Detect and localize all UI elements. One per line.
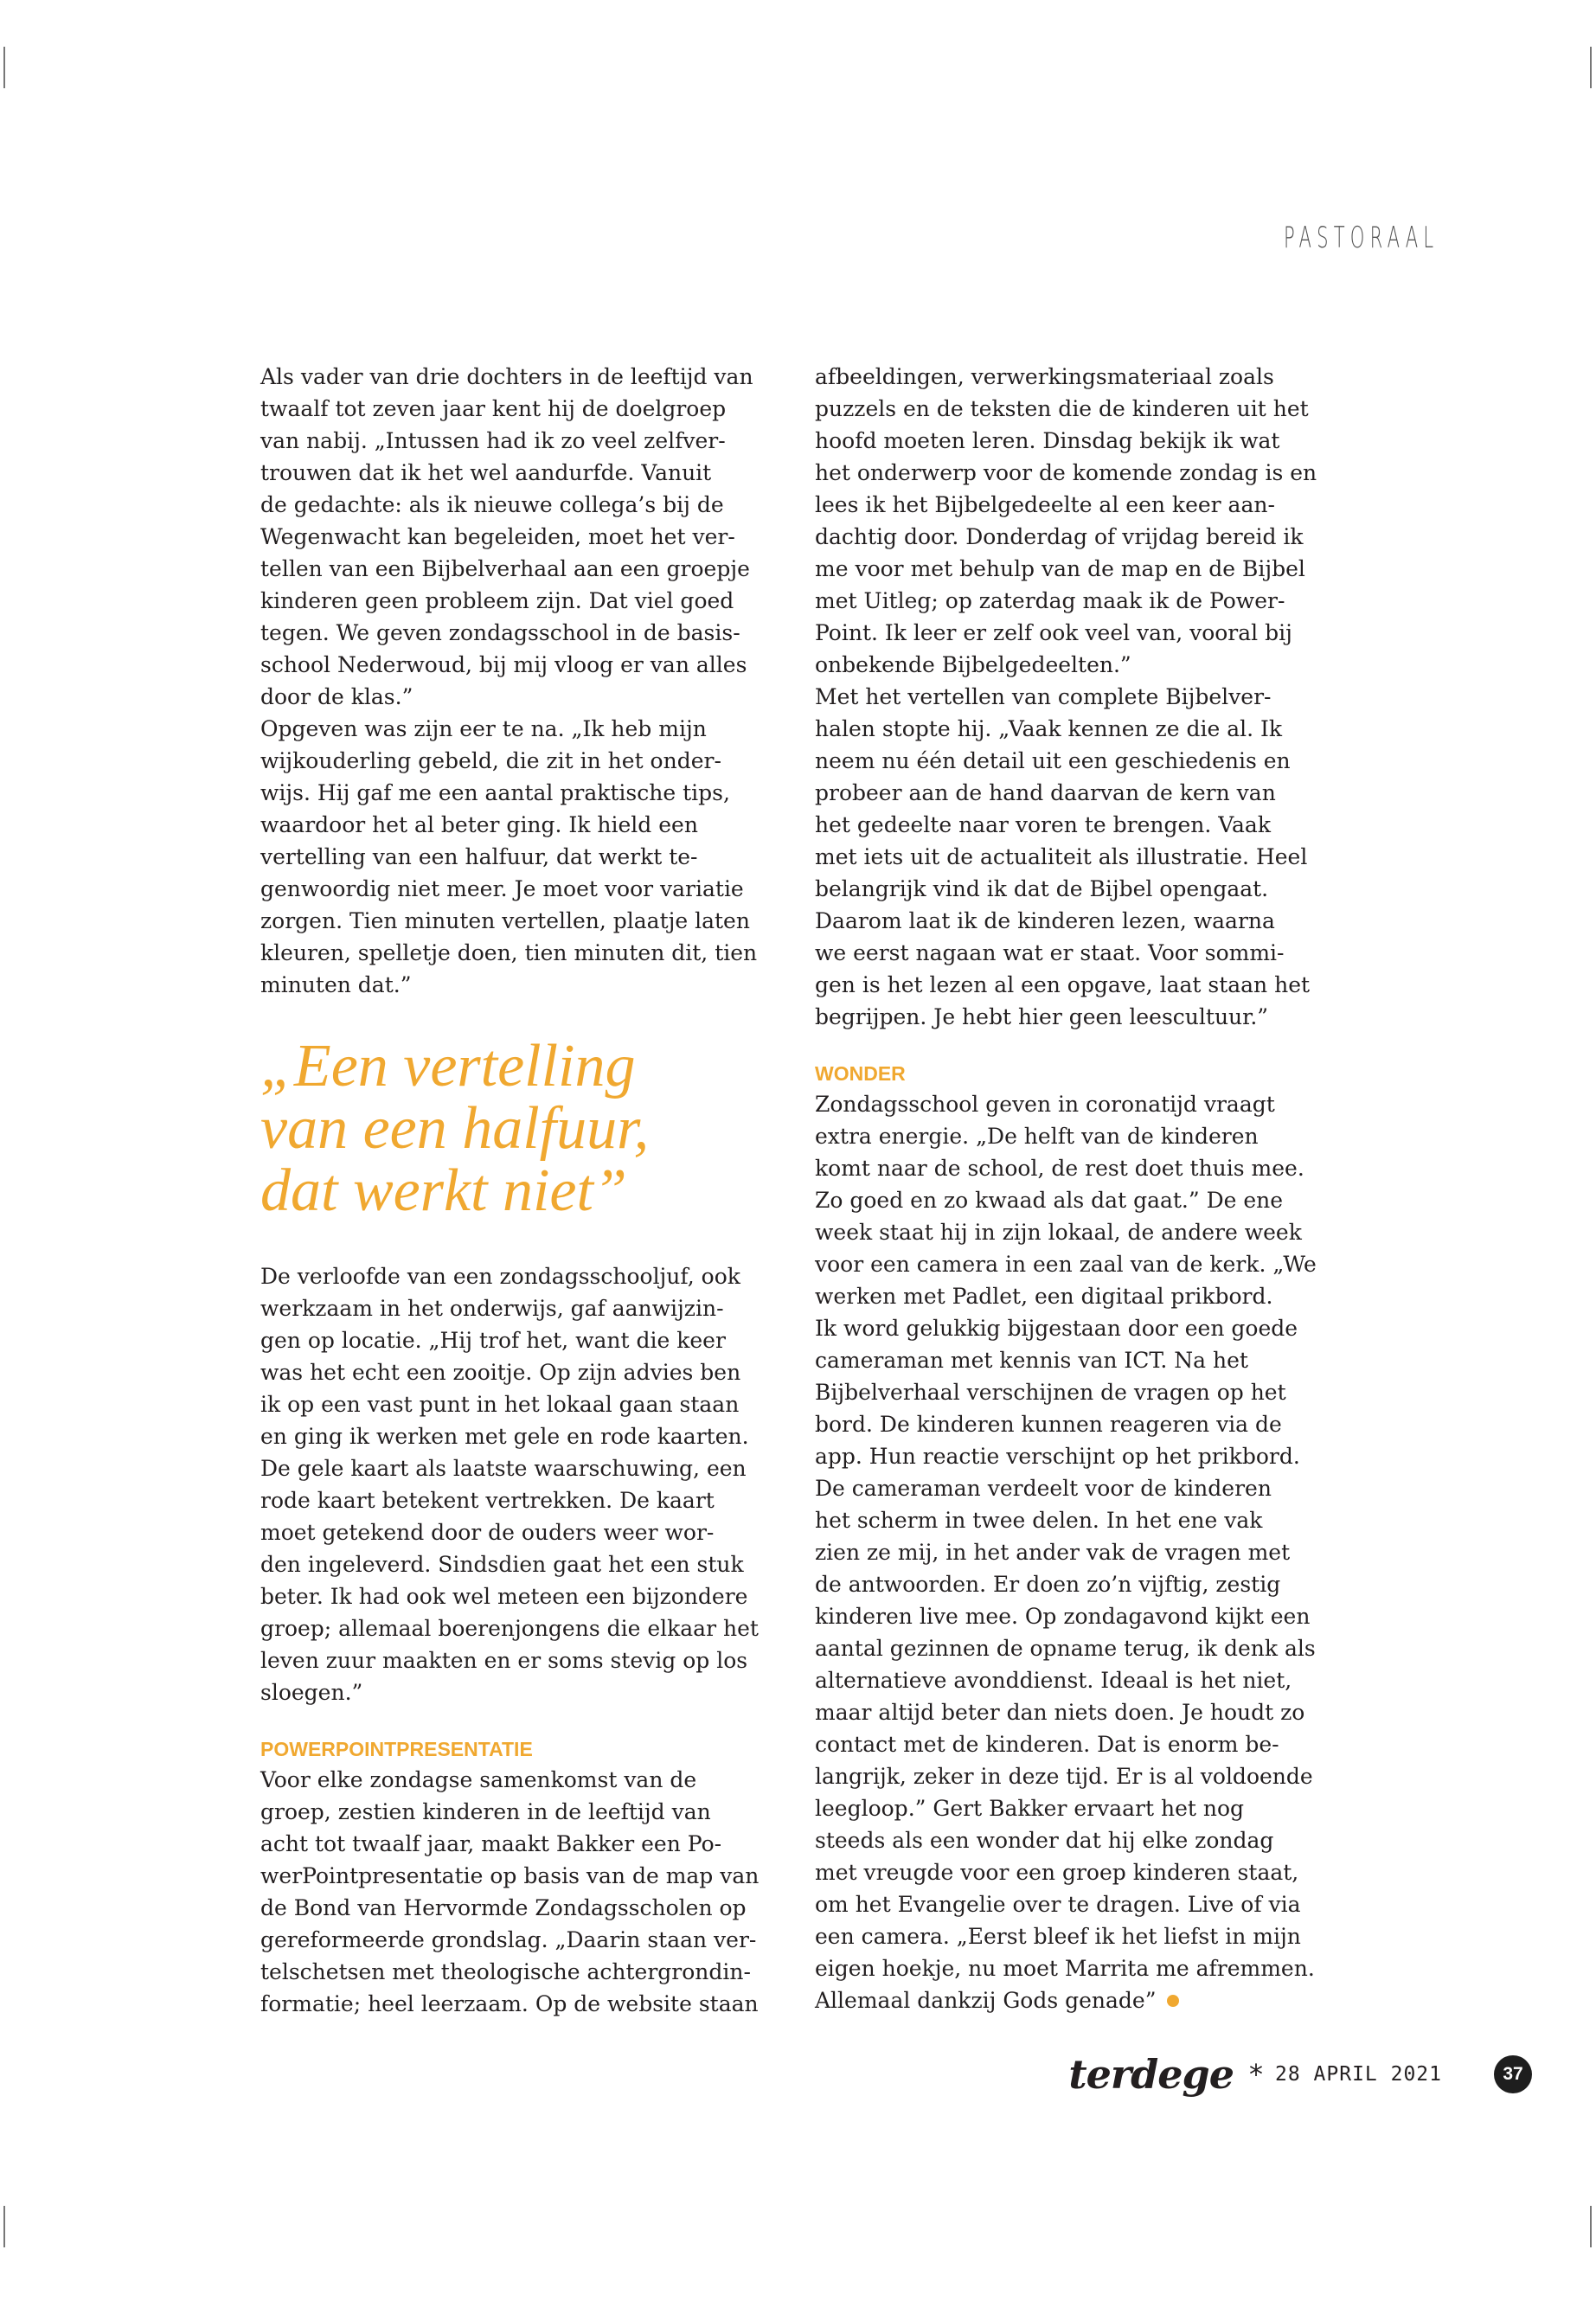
final-paragraph-text: Zondagsschool geven in coronatijd vraagt extra energie. „De helft van de kinderen komt naar de school, de rest doet thuis mee. Zo goed en zo kwaad als dat gaat.” De ene week staat hij in zijn lokaal, de andere week voor een camera in een zaal van de kerk. „We werken met Padlet, een digitaal prikbord. Ik word gelukkig bijgestaan door een goede cameraman met kennis van ICT. Na het Bijbelverhaal verschijnen de vragen op het bord. De kinderen kunnen reageren via de app. Hun reactie verschijnt op het prikbord. De cameraman verdeelt voor de kinderen het scherm in twee delen. In het ene vak zien ze mij, in het ander vak de vragen met de antwoorden. Er doen zo’n vijftig, zestig kinderen live mee. Op zondagavond kijkt een aantal gezinnen de opname terug, ik denk als alternatieve avonddienst. Ideaal is het niet, maar altijd beter dan niets doen. Je houdt zo contact met de kinderen. Dat is enorm be- langrijk, zeker in deze tijd. Er is al voldoende leegloop.” Gert Bakker ervaart het nog steeds als een wonder dat hij elke zondag met vreugde voor een groep kinderen staat, om het Evangelie over te dragen. Live of via een camera. „Eerst bleef ik het liefst in mijn eigen hoekje, nu moet Marrita me afremmen. Allemaal dankzij Gods genade”	[815, 1092, 1317, 2013]
paragraph: Als vader van drie dochters in de leeftijd van twaalf tot zeven jaar kent hij de doelgroep van nabij. „Intussen had ik zo veel zelfver- trouwen dat ik het wel aandurfde. Vanuit de gedachte: als ik nieuwe collega’s bij de Wegenwacht kan begeleiden, moet het ver- tellen van een Bijbelverhaal aan een groepje kinderen geen probleem zijn. Dat viel goed tegen. We geven zondagsschool in de basis- school Nederwoud, bij mij vloog er van alles door de klas.”	[260, 364, 753, 709]
magazine-logo: terdege	[1068, 2051, 1234, 2098]
subheading: POWERPOINTPRESENTATIE	[260, 1738, 533, 1760]
paragraph: De verloofde van een zondagsschooljuf, ook werkzaam in het onderwijs, gaf aanwijzin- gen op locatie. „Hij trof het, want die keer was het echt een zooitje. Op zijn advies ben ik op een vast punt in het lokaal gaan staan en ging ik werken met gele en rode kaarten. De gele kaart als laatste waarschuwing, een rode kaart betekent vertrekken. De kaart moet getekend door de ouders weer wor- den ingeleverd. Sindsdien gaat het een stuk beter. Ik had ook wel meteen een bijzondere groep; allemaal boerenjongens die elkaar het leven zuur maakten en er soms stevig op los sloegen.”	[260, 1264, 759, 1705]
pull-quote: „Een vertelling van een halfuur, dat werkt niet”	[260, 1033, 650, 1224]
page-number: 37	[1494, 2055, 1532, 2093]
issue-date: 28 APRIL 2021	[1274, 2063, 1442, 2086]
paragraph: Opgeven was zijn eer te na. „Ik heb mijn wijkouderling gebeld, die zit in het onder- wijs. Hij gaf me een aantal praktische tips, waardoor het al beter ging. Ik hield een vertelling van een halfuur, dat werkt te- genwoordig niet meer. Je moet voor variatie zorgen. Tien minuten vertellen, plaatje laten kleuren, spelletje doen, tien minuten dit, tien minuten dat.”	[260, 716, 758, 997]
separator-icon: *	[1248, 2058, 1263, 2091]
crop-mark-bottom-left	[3, 2206, 5, 2247]
crop-mark-top-right	[1590, 47, 1592, 88]
paragraph: Voor elke zondagse samenkomst van de groep, zestien kinderen in de leeftijd van acht tot twaalf jaar, maakt Bakker een Po- werPointpresentatie op basis van de map van de Bond van Hervormde Zondagsscholen op gereformeerde grondslag. „Daarin staan ver- telschetsen met theologische achtergrondin- formatie; heel leerzaam. Op de website staan	[260, 1767, 760, 2016]
paragraph: Met het vertellen van complete Bijbelver- halen stopte hij. „Vaak kennen ze die al. Ik neem nu één detail uit een geschiedenis en probeer aan de hand daarvan de kern van het gedeelte naar voren te brengen. Vaak met iets uit de actualiteit als illustratie. Heel belangrijk vind ik dat de Bijbel opengaat. Daarom laat ik de kinderen lezen, waarna we eerst nagaan wat er staat. Voor sommi- gen is het lezen al een opgave, laat staan het begrijpen. Je hebt hier geen leescultuur.”	[815, 684, 1311, 1029]
paragraph: afbeeldingen, verwerkingsmateriaal zoals puzzels en de teksten die de kinderen uit het hoofd moeten leren. Dinsdag bekijk ik wat het onderwerp voor de komende zondag is en lees ik het Bijbelgedeelte al een keer aan- dachtig door. Donderdag of vrijdag bereid ik me voor met behulp van de map en de Bijbel met Uitleg; op zaterdag maak ik de Power- Point. Ik leer er zelf ook veel van, vooral bij onbekende Bijbelgedeelten.”	[815, 364, 1317, 677]
right-column	[815, 361, 1334, 2016]
end-mark-icon	[1167, 1995, 1179, 2007]
left-column	[260, 361, 779, 2020]
crop-mark-bottom-right	[1590, 2206, 1592, 2247]
subheading: WONDER	[815, 1062, 906, 1085]
page-footer	[1068, 2050, 1532, 2099]
section-label: PASTORAAL	[1283, 221, 1439, 255]
final-paragraph	[815, 1088, 1334, 2016]
crop-mark-top-left	[3, 47, 5, 88]
